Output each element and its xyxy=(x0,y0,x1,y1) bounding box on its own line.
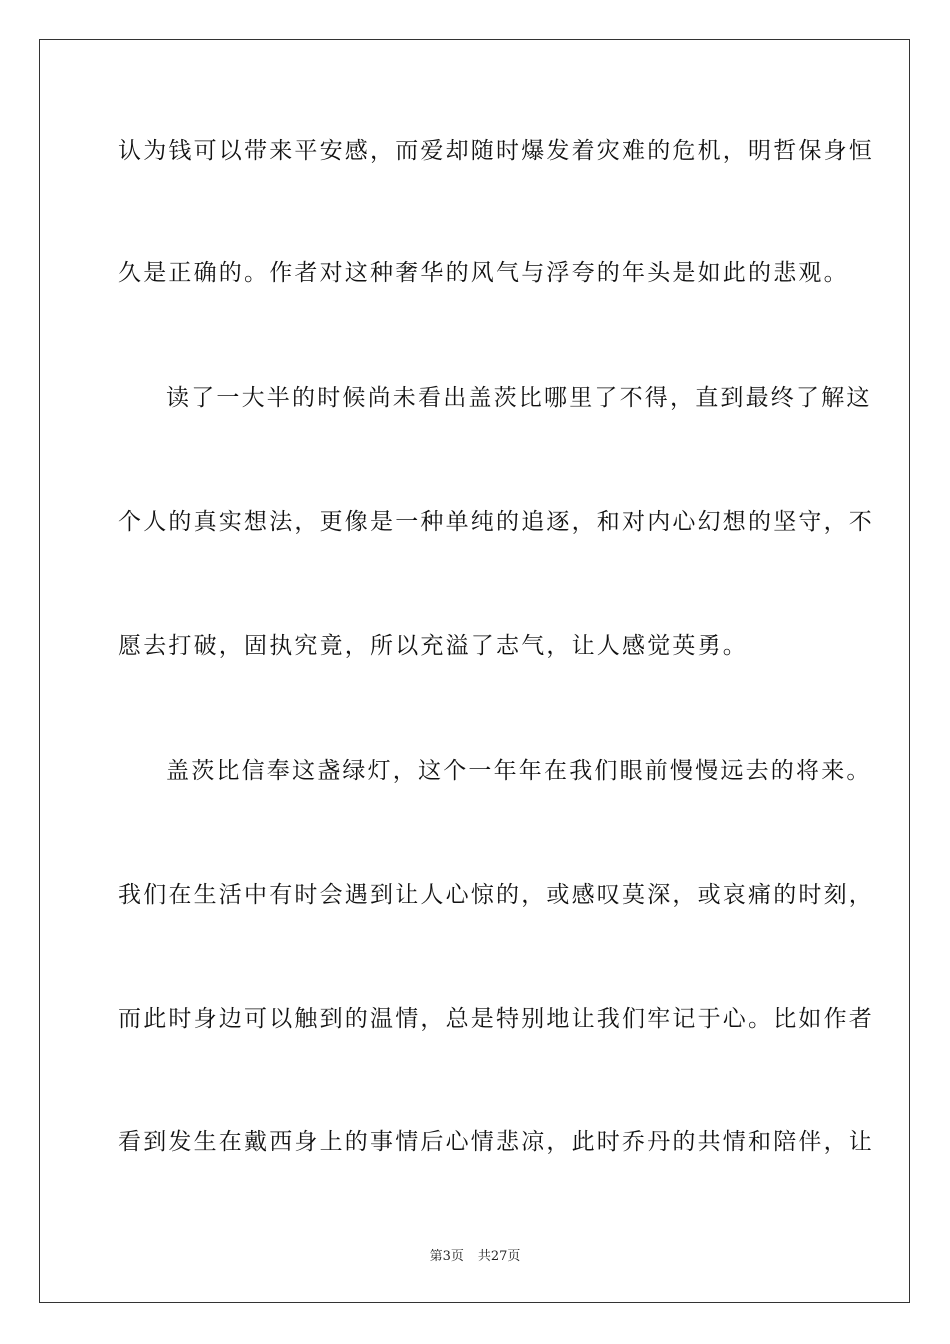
page-footer xyxy=(0,1248,950,1266)
paragraph-line: 愿去打破，固执究竟，所以充溢了志气，让人感觉英勇。 xyxy=(118,633,748,659)
paragraph-line: 读了一大半的时候尚未看出盖茨比哪里了不得，直到最终了解这 xyxy=(166,385,872,411)
page-number: 第3页 xyxy=(429,1249,464,1264)
paragraph-line: 个人的真实想法，更像是一种单纯的追逐，和对内心幻想的坚守，不 xyxy=(118,509,874,535)
paragraph-line: 我们在生活中有时会遇到让人心惊的，或感叹莫深，或哀痛的时刻， xyxy=(118,882,874,908)
paragraph-line: 看到发生在戴西身上的事情后心情悲凉，此时乔丹的共情和陪伴，让 xyxy=(118,1129,874,1155)
paragraph-line: 而此时身边可以触到的温情，总是特别地让我们牢记于心。比如作者 xyxy=(118,1006,874,1032)
page-total: 共27页 xyxy=(477,1249,521,1264)
paragraph-line: 认为钱可以带来平安感，而爱却随时爆发着灾难的危机，明哲保身恒 xyxy=(118,138,874,164)
page-border xyxy=(39,39,910,1303)
paragraph-line: 盖茨比信奉这盏绿灯，这个一年年在我们眼前慢慢远去的将来。 xyxy=(166,758,872,784)
paragraph-line: 久是正确的。作者对这种奢华的风气与浮夸的年头是如此的悲观。 xyxy=(118,260,849,286)
